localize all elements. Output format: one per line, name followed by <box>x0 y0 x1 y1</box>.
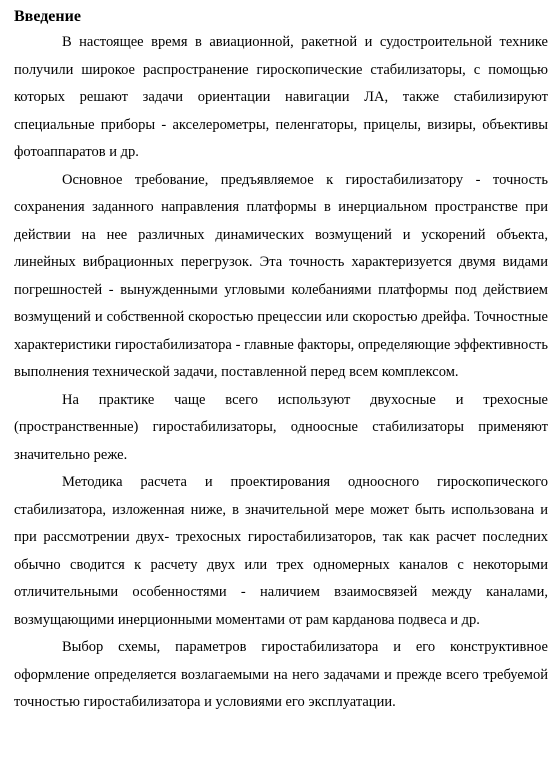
paragraph-5: Выбор схемы, параметров гиростабилизатора и его конструктивное оформление определяется возлагаемыми на него задачами и прежде всего требуемой точностью гиростабилизатора и условиями его эксплуатации. <box>14 639 548 710</box>
paragraph-2: Основное требование, предъявляемое к гиростабилизатору - точность сохранения заданного направления платформы в инерциальном пространстве при действии на нее различных динамических возмущений и ускорений объекта, линейных вибрационных перегрузок. Эта точность характеризуется двумя видами погрешностей - вынужденными угловыми колебаниями платформы под действием возмущений и собственной скоростью прецессии или скоростью дрейфа. Точностные характеристики гиростабилизатора - главные факторы, определяющие эффективность выполнения технической задачи, поставленной перед всем комплексом. <box>14 171 548 380</box>
paragraph-4: Методика расчета и проектирования одноосного гироскопического стабилизатора, изложенная ниже, в значительной мере может быть использована и при рассмотрении двух- трехосных гиростабилизаторов, так как расчет последних обычно сводится к расчету двух или трех одномерных каналов с некоторыми отличительными особенностями - наличием взаимосвязей между каналами, возмущающими инерционными моментами от рам карданова подвеса и др. <box>14 474 548 628</box>
paragraph-3: На практике чаще всего используют двухосные и трехосные (пространственные) гиростабилизаторы, одноосные стабилизаторы применяют значительно реже. <box>14 391 548 463</box>
document-page <box>14 6 548 717</box>
paragraph-1: В настоящее время в авиационной, ракетной и судостроительной технике получили широкое распространение гироскопические стабилизаторы, с помощью которых решают задачи ориентации навигации ЛА, также стабилизируют специальные приборы - акселерометры, пеленгаторы, прицелы, визиры, объективы фотоаппаратов и др. <box>14 34 548 160</box>
section-heading: Введение <box>14 8 81 25</box>
